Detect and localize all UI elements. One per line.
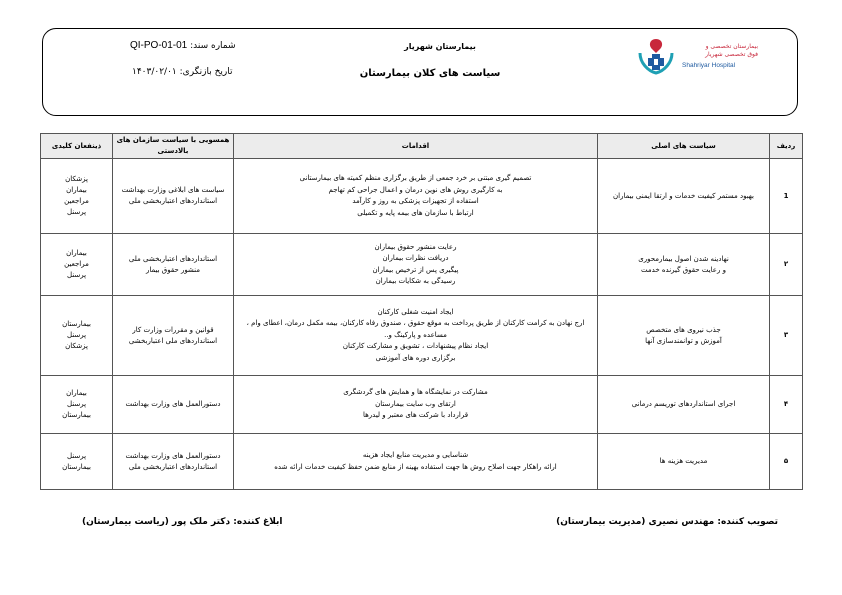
policy-cell: اجرای استانداردهای توریسم درمانی (598, 376, 770, 434)
table-row (41, 159, 803, 234)
header-stakeholders: ذینفعان کلیدی (41, 134, 113, 159)
revision-date: تاریخ بازنگری: ۱۴۰۳/۰۲/۰۱ (132, 67, 233, 77)
hospital-logo-icon (636, 37, 676, 75)
stakeholders-cell: بیماران پرسنل بیمارستان (41, 376, 113, 434)
doc-number-label: شماره سند: (190, 41, 236, 51)
row-number: ۲ (770, 234, 803, 296)
communicator-signature: ابلاغ کننده: دکتر ملک پور (ریاست بیمارستان) (82, 517, 283, 527)
actions-cell: ایجاد امنیت شغلی کارکنان ارج نهادن به کرامت کارکنان از طریق پرداخت به موقع حقوق ، صندوق رفاه کارکنان، بیمه مکمل درمان، اعطای وام ، مساعده و پارکینگ و.. ایجاد نظام پیشنهادات ، تشویق و مشارکت کارکنان برگزاری دوره های آموزشی (234, 296, 598, 376)
document-title: سیاست های کلان بیمارستان (359, 68, 501, 79)
policy-cell: جذب نیروی های متخصص آموزش و توانمندسازی آنها (598, 296, 770, 376)
header-actions: اقدامات (234, 134, 598, 159)
header-policy: سیاست های اصلی (598, 134, 770, 159)
alignment-cell: قوانین و مقررات وزارت کار استانداردهای ملی اعتباربخشی (113, 296, 234, 376)
table-row (41, 376, 803, 434)
table-header-row (41, 134, 803, 159)
header-alignment: همسویی با سیاست سازمان های بالادستی (113, 134, 234, 159)
stakeholders-cell: بیمارستان پرسنل پزشکان (41, 296, 113, 376)
row-number: 1 (770, 159, 803, 234)
policy-cell: مدیریت هزینه ها (598, 434, 770, 490)
policy-table (40, 133, 803, 490)
alignment-cell: استانداردهای اعتباربخشی ملی منشور حقوق بیمار (113, 234, 234, 296)
logo-text-en: Shahriyar Hospital (682, 62, 736, 69)
header-row-number: ردیف (770, 134, 803, 159)
alignment-cell: دستورالعمل های وزارت بهداشت (113, 376, 234, 434)
logo-text-fa: بیمارستان تخصصی و فوق تخصصی شهریار (705, 43, 758, 58)
hospital-logo (636, 37, 758, 75)
stakeholders-cell: پزشکان بیماران مراجعین پرسنل (41, 159, 113, 234)
approver-signature: تصویب کننده: مهندس نصیری (مدیریت بیمارستان) (556, 517, 778, 527)
alignment-cell: دستورالعمل های وزارت بهداشت استانداردهای اعتباربخشی ملی (113, 434, 234, 490)
row-number: ۳ (770, 296, 803, 376)
row-number: ۴ (770, 376, 803, 434)
table-row (41, 234, 803, 296)
table-row (41, 296, 803, 376)
table-row (41, 434, 803, 490)
stakeholders-cell: پرسنل بیمارستان (41, 434, 113, 490)
policy-cell: بهبود مستمر کیفیت خدمات و ارتقا ایمنی بیماران (598, 159, 770, 234)
row-number: ۵ (770, 434, 803, 490)
actions-cell: شناسایی و مدیریت منابع ایجاد هزینه ارائه راهکار جهت اصلاح روش ها جهت استفاده بهینه از منابع ضمن حفظ کیفیت خدمات ارائه شده (234, 434, 598, 490)
actions-cell: تصمیم گیری مبتنی بر خرد جمعی از طریق برگزاری منظم کمیته های بیمارستانی به کارگیری روش های نوین درمان و اعمال جراحی کم تهاجم استفاده از تجهیزات پزشکی به روز و کارآمد ارتباط با سازمان های بیمه پایه و تکمیلی (234, 159, 598, 234)
alignment-cell: سیاست های ابلاغی وزارت بهداشت استانداردهای اعتباربخشی ملی (113, 159, 234, 234)
policy-cell: نهادینه شدن اصول بیمارمحوری و رعایت حقوق گیرنده خدمت (598, 234, 770, 296)
doc-number (130, 40, 236, 51)
actions-cell: رعایت منشور حقوق بیماران دریافت نظرات بیماران پیگیری پس از ترخیص بیماران رسیدگی به شکایات بیماران (234, 234, 598, 296)
hospital-name: بیمارستان شهریار (404, 42, 476, 51)
doc-number-value: QI-PO-01-01 (130, 40, 188, 51)
actions-cell: مشارکت در نمایشگاه ها و همایش های گردشگری ارتقای وب سایت بیمارستان قرارداد با شرکت های معتبر و لیدرها (234, 376, 598, 434)
stakeholders-cell: بیماران مراجعین پرسنل (41, 234, 113, 296)
